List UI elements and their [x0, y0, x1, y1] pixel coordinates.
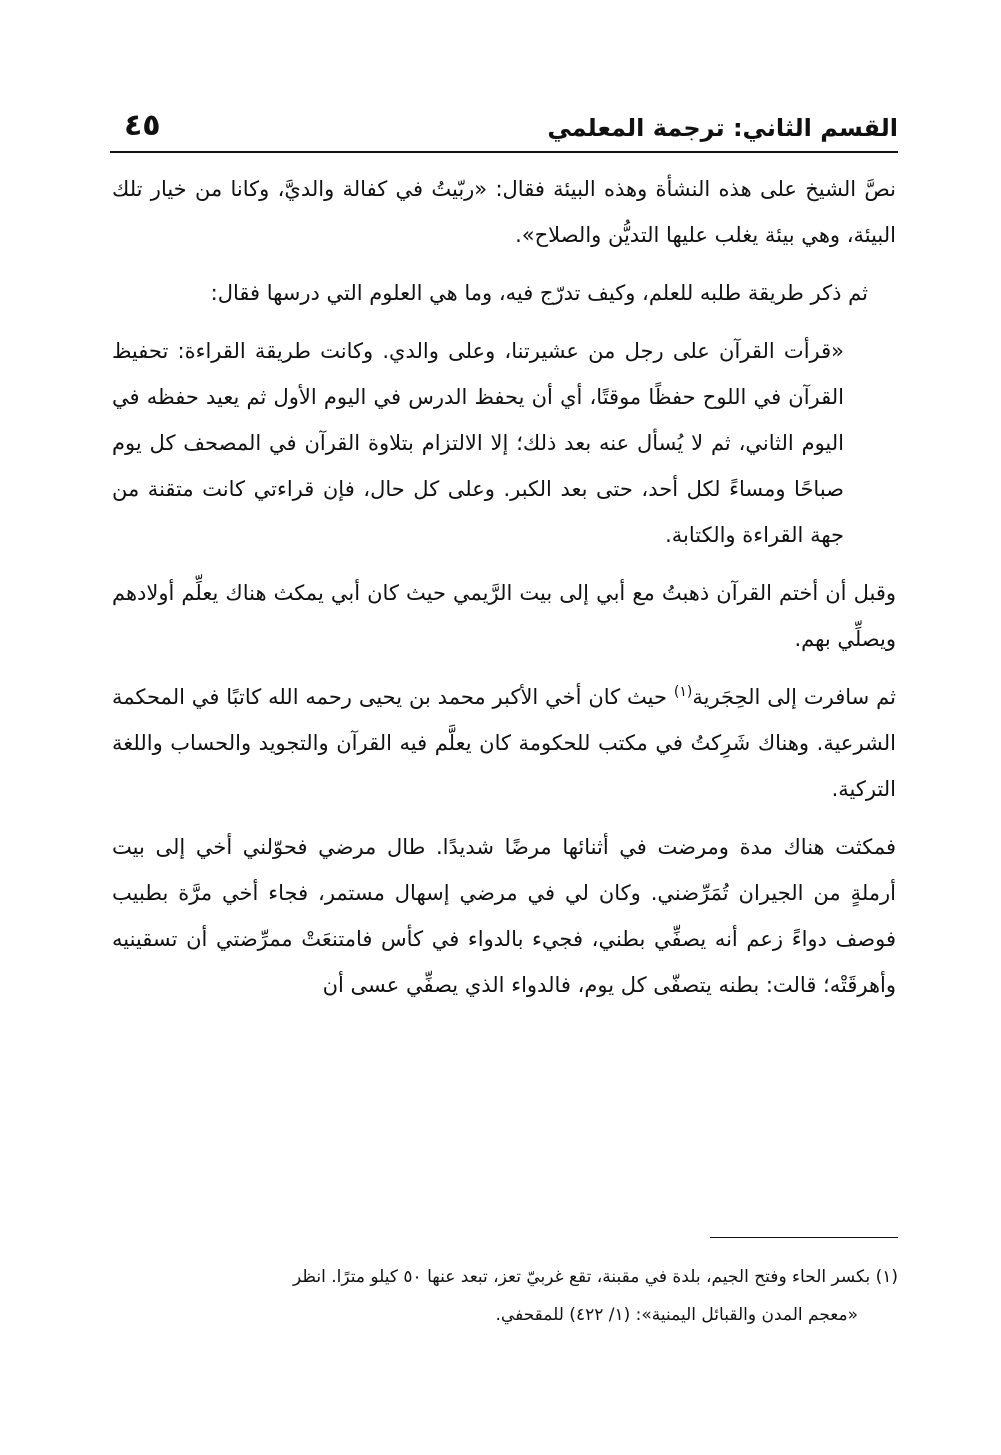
footnotes	[112, 1258, 898, 1334]
footnote-marker: (١)	[673, 684, 693, 700]
quoted-paragraph: «قرأت القرآن على رجل من عشيرتنا، وعلى والدي. وكانت طريقة القراءة: تحفيظ القرآن في اللوح حفظًا موقتًا، أي أن يحفظ الدرس في اليوم الأول ثم يعيد حفظه في اليوم الثاني، ثم لا يُسأل عنه بعد ذلك؛ إلا الالتزام بتلاوة القرآن في المصحف كل يوم صباحًا ومساءً لكل أحد، حتى بعد الكبر. وعلى كل حال، فإن قراءتي كانت متقنة من جهة القراءة والكتابة.	[112, 339, 844, 547]
footnote-rule	[710, 1237, 898, 1238]
quoted-paragraph: وقبل أن أختم القرآن ذهبتُ مع أبي إلى بيت الرَّيمي حيث كان أبي يمكث هناك يعلِّم أولادهم ويصلِّي بهم.	[112, 581, 896, 651]
footnote-line: (١) بكسر الحاء وفتح الجيم، بلدة في مقبنة، تقع غربيّ تعز، تبعد عنها ٥٠ كيلو مترًا. انظر	[293, 1267, 898, 1287]
running-title: القسم الثاني: ترجمة المعلمي	[547, 114, 898, 142]
header-rule	[110, 151, 898, 153]
page-header	[110, 108, 898, 148]
paragraph-text: حيث كان أخي الأكبر محمد بن يحيى رحمه الله كاتبًا في المحكمة الشرعية. وهناك شَرِكتُ في مكتب للحكومة كان يعلَّم فيه القرآن والتجويد والحساب واللغة التركية.	[112, 685, 896, 801]
paragraph-text: ثم سافرت إلى الحِجَرية	[692, 685, 896, 709]
paragraph: نصَّ الشيخ على هذه النشأة وهذه البيئة فقال: «ربّيتُ في كفالة والديَّ، وكانا من خيار تلك البيئة، وهي بيئة يغلب عليها التديُّن والصلاح».	[112, 177, 896, 247]
footnote-line: «معجم المدن والقبائل اليمنية»: (١/ ٤٢٢) للمقحفي.	[495, 1305, 858, 1325]
main-text	[112, 166, 896, 1008]
page-number: ٤٥	[124, 108, 161, 143]
quoted-paragraph: فمكثت هناك مدة ومرضت في أثنائها مرضًا شديدًا. طال مرضي فحوّلني أخي إلى بيت أرملةٍ من الجيران تُمَرِّضني. وكان لي في مرضي إسهال مستمر، فجاء أخي مرَّة بطبيب فوصف دواءً زعم أنه يصفِّي بطني، فجيء بالدواء في كأس فامتنعَتْ ممرِّضتي أن تسقينيه وأهرقَتْه؛ قالت: بطنه يتصفّى كل يوم، فالدواء الذي يصفِّي عسى أن	[112, 835, 896, 997]
quoted-paragraph	[112, 674, 896, 812]
paragraph: ثم ذكر طريقة طلبه للعلم، وكيف تدرّج فيه، وما هي العلوم التي درسها فقال:	[210, 281, 868, 305]
